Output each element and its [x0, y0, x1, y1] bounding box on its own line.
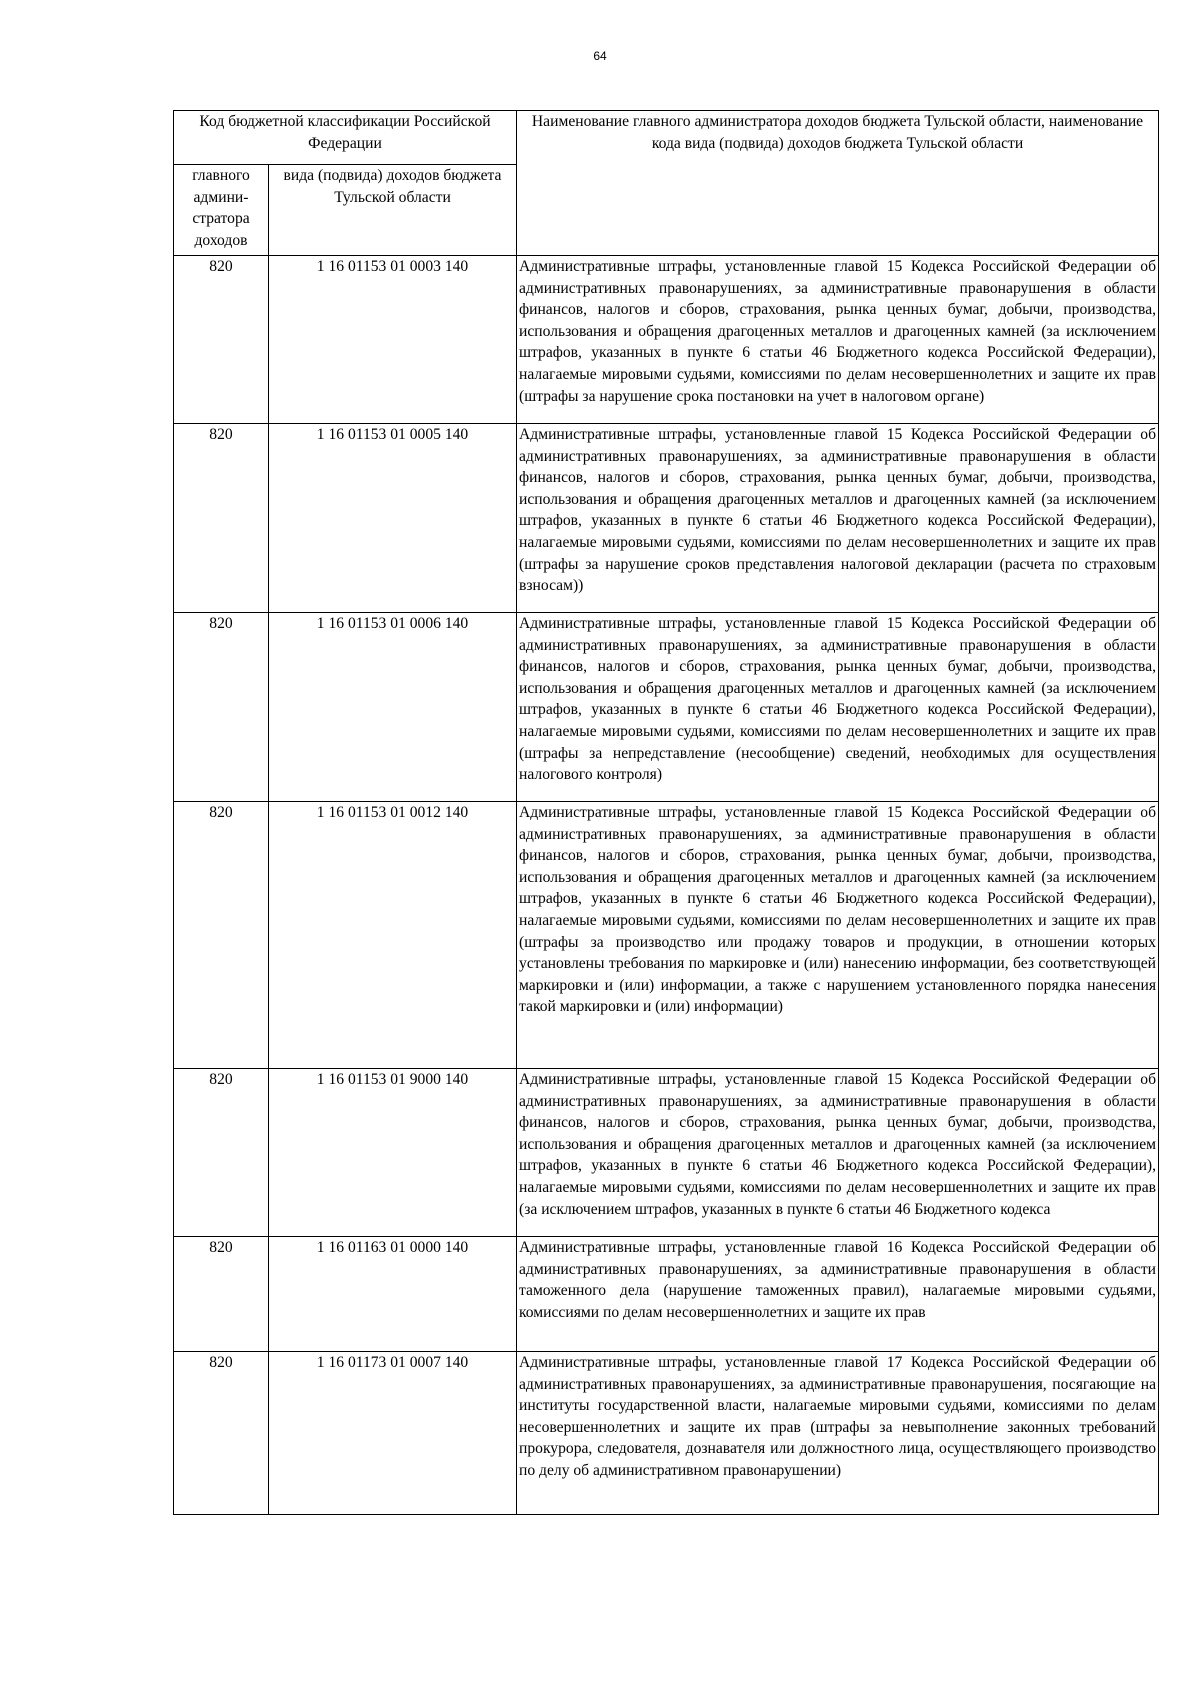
admin-code-cell: 820 — [174, 1237, 269, 1352]
admin-code-cell: 820 — [174, 256, 269, 424]
description-text: Административные штрафы, установленные главой 15 Кодекса Российской Федерации об административных правонарушениях, за административные правонарушения в области финансов, налогов и сборов, страхования, рынка ценных бумаг, добычи, производства, использования и обращения драгоценных металлов и драгоценных камней (за исключением штрафов, указанных в пункте 6 статьи 46 Бюджетного кодекса Российской Федерации), налагаемые мировыми судьями, комиссиями по делам несовершеннолетних и защите их прав (штрафы за производство или продажу товаров и продукции, в отношении которых установлены требования по маркировке и (или) нанесению информации, без соответствующей маркировки и (или) информации, а также с нарушением установленного порядка нанесения такой маркировки и (или) информации) — [519, 804, 1157, 1016]
page-number: 64 — [593, 49, 607, 63]
description-text: Административные штрафы, установленные главой 15 Кодекса Российской Федерации об административных правонарушениях, за административные правонарушения в области финансов, налогов и сборов, страхования, рынка ценных бумаг, добычи, производства, использования и обращения драгоценных металлов и драгоценных камней (за исключением штрафов, указанных в пункте 6 статьи 46 Бюджетного кодекса Российской Федерации), налагаемые мировыми судьями, комиссиями по делам несовершеннолетних и защите их прав (штрафы за нарушение срока постановки на учет в налоговом органе) — [519, 258, 1157, 405]
table-row — [174, 1237, 1159, 1352]
description-text: Административные штрафы, установленные главой 15 Кодекса Российской Федерации об административных правонарушениях, за административные правонарушения в области финансов, налогов и сборов, страхования, рынка ценных бумаг, добычи, производства, использования и обращения драгоценных металлов и драгоценных камней (за исключением штрафов, указанных в пункте 6 статьи 46 Бюджетного кодекса Российской Федерации), налагаемые мировыми судьями, комиссиями по делам несовершеннолетних и защите их прав (штрафы за нарушение сроков представления налоговой декларации (расчета по страховым взносам)) — [519, 426, 1157, 595]
description-cell — [517, 613, 1159, 802]
description-cell — [517, 1069, 1159, 1237]
income-code-cell: 1 16 01153 01 0003 140 — [269, 256, 517, 424]
admin-code-cell: 820 — [174, 1069, 269, 1237]
table-row — [174, 1069, 1159, 1237]
income-code-cell: 1 16 01173 01 0007 140 — [269, 1352, 517, 1515]
header-admin-code: главного админи-стратора доходов — [174, 165, 269, 256]
table-row — [174, 256, 1159, 424]
description-cell — [517, 256, 1159, 424]
header-income-code: вида (подвида) доходов бюджета Тульской области — [269, 165, 517, 256]
admin-code-cell: 820 — [174, 613, 269, 802]
admin-code-cell: 820 — [174, 424, 269, 613]
income-code-cell: 1 16 01153 01 0005 140 — [269, 424, 517, 613]
table-header-row — [174, 111, 1159, 165]
income-code-cell: 1 16 01153 01 0006 140 — [269, 613, 517, 802]
table-row — [174, 1352, 1159, 1515]
header-code-group: Код бюджетной классификации Российской Федерации — [174, 111, 517, 165]
description-text: Административные штрафы, установленные главой 17 Кодекса Российской Федерации об административных правонарушениях, за административные правонарушения, посягающие на институты государственной власти, налагаемые мировыми судьями, комиссиями по делам несовершеннолетних и защите их прав (штрафы за невыполнение законных требований прокурора, следователя, дознавателя или должностного лица, осуществляющего производство по делу об административном правонарушении) — [519, 1354, 1157, 1479]
income-code-cell: 1 16 01153 01 9000 140 — [269, 1069, 517, 1237]
description-cell — [517, 802, 1159, 1069]
income-code-cell: 1 16 01153 01 0012 140 — [269, 802, 517, 1069]
admin-code-cell: 820 — [174, 802, 269, 1069]
income-code-cell: 1 16 01163 01 0000 140 — [269, 1237, 517, 1352]
table-row — [174, 613, 1159, 802]
admin-code-cell: 820 — [174, 1352, 269, 1515]
description-cell — [517, 424, 1159, 613]
description-cell — [517, 1352, 1159, 1515]
description-text: Административные штрафы, установленные главой 16 Кодекса Российской Федерации об административных правонарушениях, за административные правонарушения в области таможенного дела (нарушение таможенных правил), налагаемые мировыми судьями, комиссиями по делам несовершеннолетних и защите их прав — [519, 1239, 1157, 1321]
table-row — [174, 424, 1159, 613]
description-text: Административные штрафы, установленные главой 15 Кодекса Российской Федерации об административных правонарушениях, за административные правонарушения в области финансов, налогов и сборов, страхования, рынка ценных бумаг, добычи, производства, использования и обращения драгоценных металлов и драгоценных камней (за исключением штрафов, указанных в пункте 6 статьи 46 Бюджетного кодекса Российской Федерации), налагаемые мировыми судьями, комиссиями по делам несовершеннолетних и защите их прав (штрафы за непредставление (несообщение) сведений, необходимых для осуществления налогового контроля) — [519, 615, 1157, 784]
description-text: Административные штрафы, установленные главой 15 Кодекса Российской Федерации об административных правонарушениях, за административные правонарушения в области финансов, налогов и сборов, страхования, рынка ценных бумаг, добычи, производства, использования и обращения драгоценных металлов и драгоценных камней (за исключением штрафов, указанных в пункте 6 статьи 46 Бюджетного кодекса Российской Федерации), налагаемые мировыми судьями, комиссиями по делам несовершеннолетних и защите их прав (за исключением штрафов, указанных в пункте 6 статьи 46 Бюджетного кодекса — [519, 1071, 1157, 1218]
budget-classification-table — [173, 110, 1159, 1515]
description-cell — [517, 1237, 1159, 1352]
table-row — [174, 802, 1159, 1069]
header-name: Наименование главного администратора доходов бюджета Тульской области, наименование кода вида (подвида) доходов бюджета Тульской области — [517, 111, 1159, 256]
